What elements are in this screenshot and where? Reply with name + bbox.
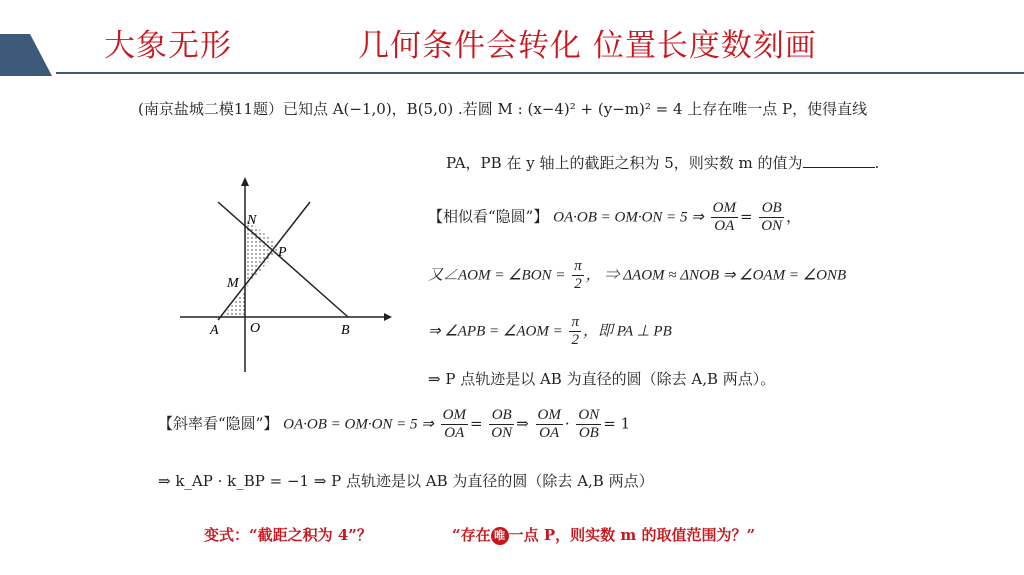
geometry-figure xyxy=(170,172,400,377)
angle-line-1: 又∠AOM = ∠BON = $\frac{\pi}{2}$ ， ⇒ ΔAOM ≈ ΔNOB ⇒ ∠OAM = ∠ONB xyxy=(428,258,847,292)
locus-line-1: ⇒ P 点轨迹是以 AB 为直径的圆（除去 A,B 两点）。 xyxy=(428,370,776,388)
page-title-right: 几何条件会转化 位置长度数刻画 xyxy=(358,28,817,64)
slope-label: 【斜率看“隐圆”】 xyxy=(158,414,279,433)
page-title-left: 大象无形 xyxy=(104,28,232,64)
line-pa xyxy=(218,202,310,320)
problem-line-1: (南京盐城二模11题）已知点 A(−1,0)，B(5,0) .若圆 M : (x−4)² + (y−m)² = 4 上存在唯一点 P，使得直线 xyxy=(138,100,868,118)
label-o: O xyxy=(250,321,261,336)
frac-om-oa: $\frac{OM}{OA}$ xyxy=(712,200,736,234)
answer-blank xyxy=(803,155,875,168)
slope-line: 【斜率看“隐圆”】 OA·OB = OM·ON = 5 ⇒ $\frac{OM}{OA}$ = $\frac{OB}{ON}$ ⇒ $\frac{OM}{OA}$ · $\frac{ON}{OB}$ = 1 xyxy=(158,407,631,441)
frac-ob-on-2: $\frac{OB}{ON}$ xyxy=(491,407,513,441)
label-a: A xyxy=(210,323,219,338)
similar-label: 【相似看“隐圆”】 xyxy=(428,207,549,226)
label-n: N xyxy=(247,213,257,228)
variant-question-1: 变式：“截距之积为 4”？ xyxy=(204,526,372,544)
variant-question-2: “存在 唯 一点 P，则实数 m 的取值范围为？” xyxy=(452,526,756,544)
frac-ob-on: $\frac{OB}{ON}$ xyxy=(761,200,783,234)
unique-circle-badge: 唯 xyxy=(491,527,509,545)
similar-line: 【相似看“隐圆”】 OA·OB = OM·ON = 5 ⇒ $\frac{OM}{OA}$ = $\frac{OB}{ON}$ ， xyxy=(428,200,802,234)
angle-line-2: ⇒ ∠APB = ∠AOM = $\frac{\pi}{2}$ ，即 PA ⊥ PB xyxy=(428,314,672,348)
frac-om-oa-2: $\frac{OM}{OA}$ xyxy=(442,407,466,441)
frac-om-oa-3: $\frac{OM}{OA}$ xyxy=(537,407,561,441)
label-m: M xyxy=(227,276,239,291)
frac-pi-2b: $\frac{\pi}{2}$ xyxy=(571,314,579,348)
label-b: B xyxy=(341,323,350,338)
header-triangle-icon xyxy=(0,34,52,76)
frac-pi-2: $\frac{\pi}{2}$ xyxy=(574,258,582,292)
frac-on-ob: $\frac{ON}{OB}$ xyxy=(578,407,600,441)
problem-line-2-text: PA，PB 在 y 轴上的截距之积为 5，则实数 m 的值为 xyxy=(446,154,803,172)
header-divider xyxy=(56,72,1024,74)
y-axis-arrow-icon xyxy=(241,177,249,186)
slope-line-2: ⇒ k_AP · k_BP = −1 ⇒ P 点轨迹是以 AB 为直径的圆（除去 A,B 两点） xyxy=(158,472,654,490)
x-axis-arrow-icon xyxy=(384,313,392,321)
problem-line-2: PA，PB 在 y 轴上的截距之积为 5，则实数 m 的值为 . xyxy=(446,154,880,172)
similar-eq: OA·OB = OM·ON = 5 ⇒ xyxy=(553,209,704,226)
label-p: P xyxy=(278,245,287,260)
